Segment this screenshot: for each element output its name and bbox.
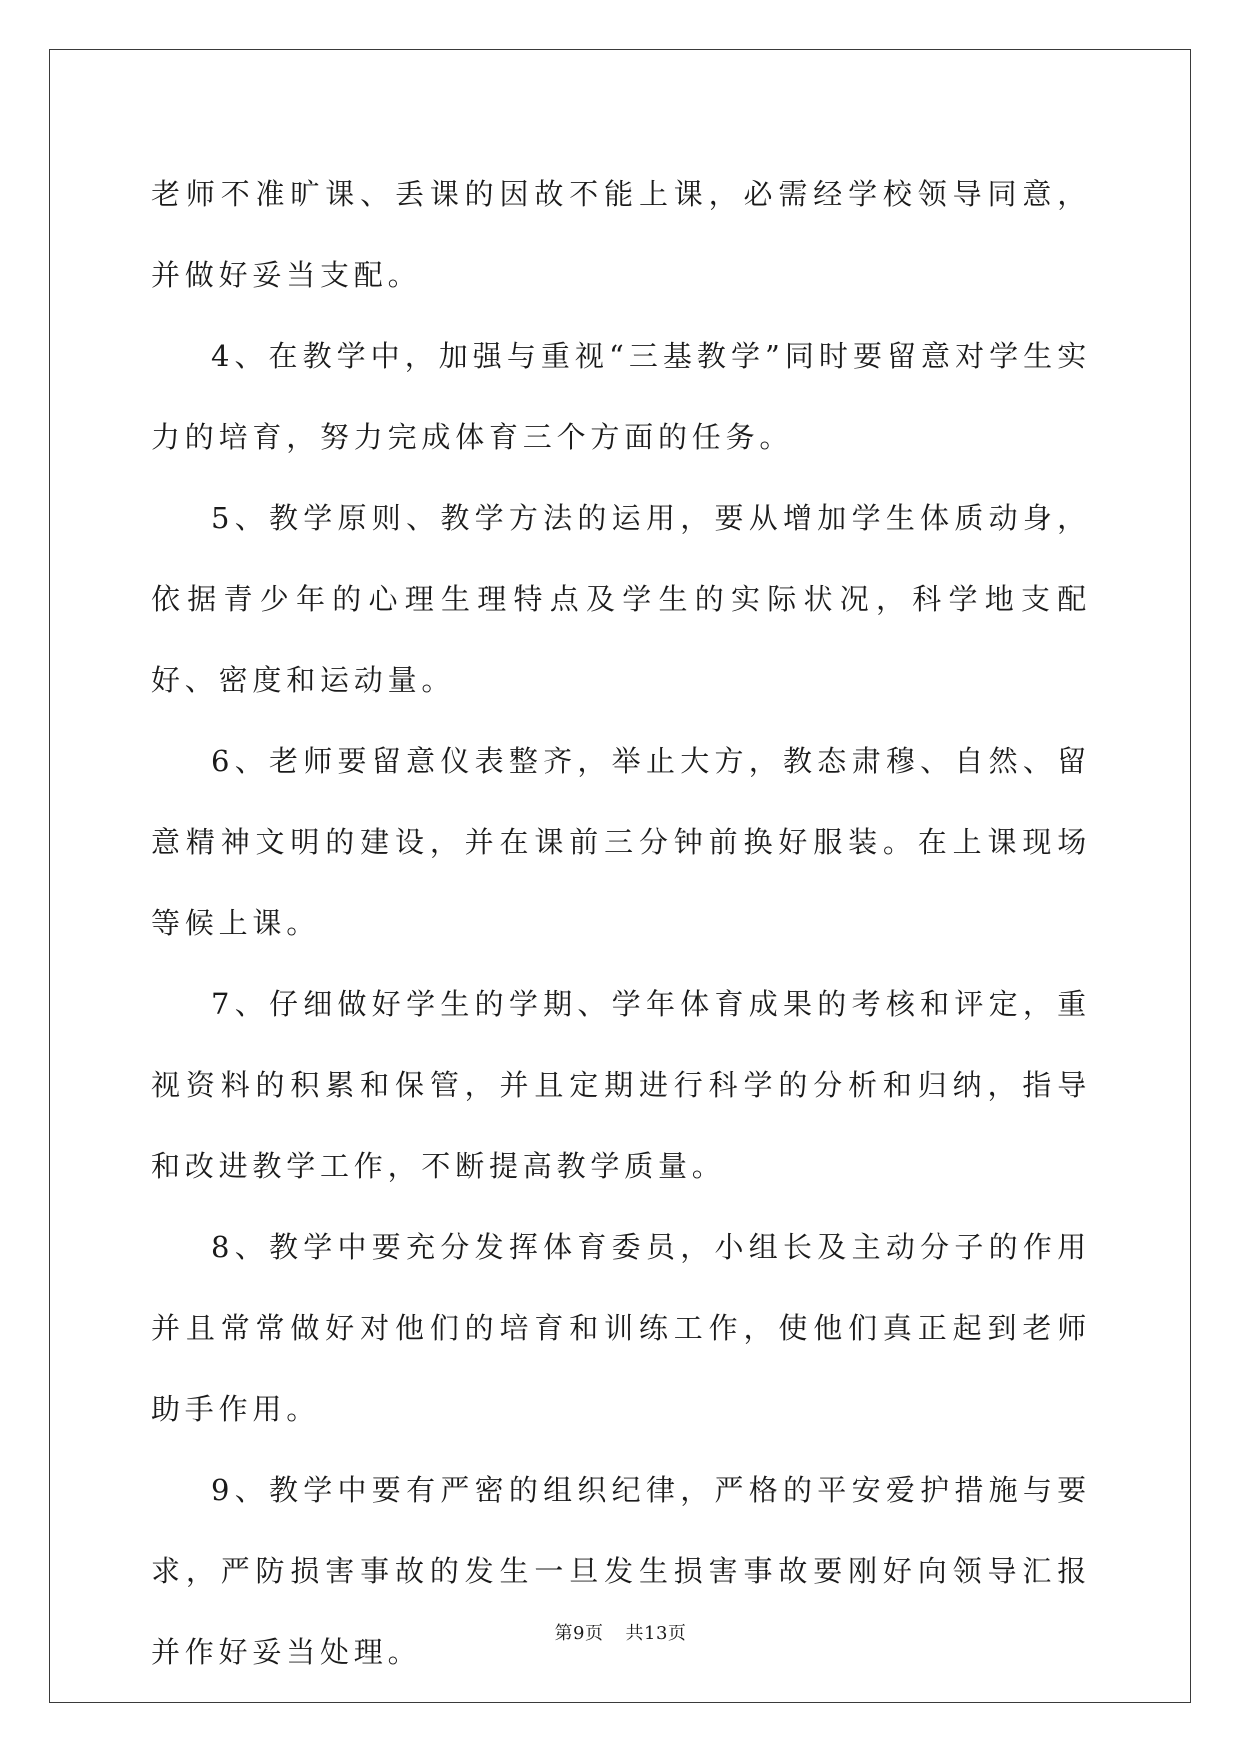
paragraph-item-5: 5、教学原则、教学方法的运用，要从增加学生体质动身，依据青少年的心理生理特点及学生的实际状况，科学地支配好、密度和运动量。: [151, 501, 1091, 697]
paragraph-item-7: 7、仔细做好学生的学期、学年体育成果的考核和评定，重视资料的积累和保管，并且定期进行科学的分析和归纳，指导和改进教学工作，不断提高教学质量。: [151, 987, 1091, 1183]
paragraph-item-9: 9、教学中要有严密的组织纪律，严格的平安爱护措施与要求，严防损害事故的发生一旦发生损害事故要刚好向领导汇报并作好妥当处理。: [151, 1473, 1091, 1669]
paragraph-item-4: 4、在教学中，加强与重视“三基教学”同时要留意对学生实力的培育，努力完成体育三个方面的任务。: [151, 339, 1091, 454]
paragraph-continuation: 老师不准旷课、丢课的因故不能上课，必需经学校领导同意，并做好妥当支配。: [151, 177, 1091, 292]
document-body: [151, 154, 1091, 1693]
page-footer: [0, 1619, 1241, 1645]
paragraph-item-6: 6、老师要留意仪表整齐，举止大方，教态肃穆、自然、留意精神文明的建设，并在课前三分钟前换好服装。在上课现场等候上课。: [151, 744, 1091, 940]
paragraph-item-8: 8、教学中要充分发挥体育委员，小组长及主动分子的作用并且常常做好对他们的培育和训练工作，使他们真正起到老师助手作用。: [151, 1230, 1091, 1426]
page-total: 共13页: [625, 1623, 687, 1644]
page-number: 第9页: [554, 1623, 604, 1644]
